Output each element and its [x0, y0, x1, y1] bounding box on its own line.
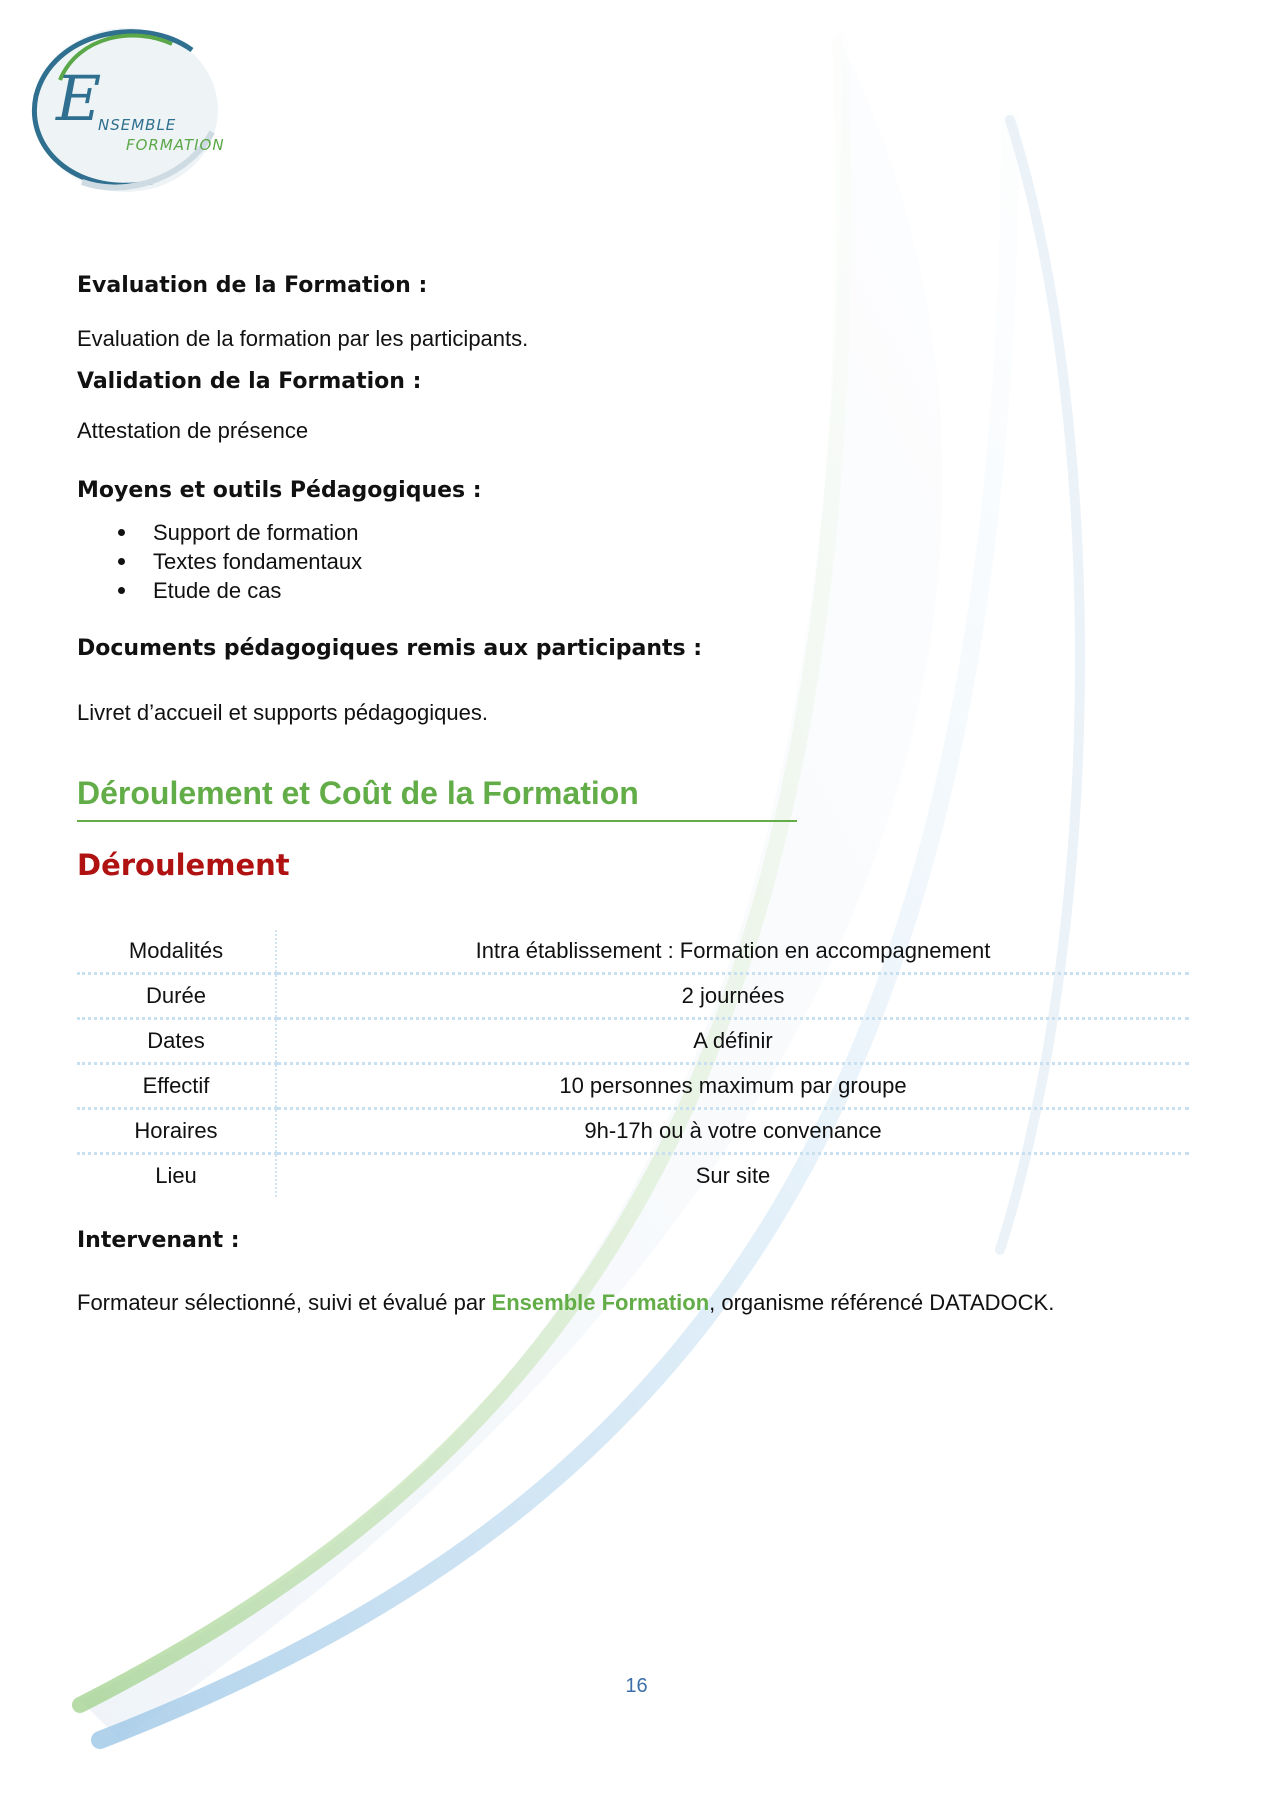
table-row — [77, 930, 1189, 974]
row-value: 2 journées — [276, 974, 1189, 1019]
brand-name: Ensemble Formation — [491, 1290, 710, 1315]
documents-text: Livret d’accueil et supports pédagogiques. — [77, 700, 488, 725]
row-label: Durée — [77, 974, 276, 1019]
section-divider — [77, 820, 797, 822]
row-label: Lieu — [77, 1154, 276, 1198]
intervenant-text: Formateur sélectionné, suivi et évalué par Ensemble Formation, organisme référencé DATADOCK. — [77, 1290, 1055, 1315]
row-label: Modalités — [77, 930, 276, 974]
table-row — [77, 1019, 1189, 1064]
row-label: Effectif — [77, 1064, 276, 1109]
row-label: Dates — [77, 1019, 276, 1064]
row-value: A définir — [276, 1019, 1189, 1064]
bullet-icon — [118, 587, 125, 594]
ensemble-formation-logo — [22, 22, 228, 194]
moyens-list — [77, 518, 362, 605]
table-row — [77, 1154, 1189, 1198]
row-value: 9h-17h ou à votre convenance — [276, 1109, 1189, 1154]
svg-text:E: E — [56, 62, 102, 135]
svg-text:NSEMBLE: NSEMBLE — [98, 116, 177, 134]
page-number: 16 — [625, 1675, 648, 1697]
table-row — [77, 974, 1189, 1019]
bullet-icon — [118, 529, 125, 536]
evaluation-text: Evaluation de la formation par les participants. — [77, 326, 529, 351]
validation-heading: Validation de la Formation : — [77, 369, 422, 394]
svg-text:FORMATION: FORMATION — [126, 136, 225, 154]
evaluation-heading: Evaluation de la Formation : — [77, 273, 428, 298]
details-table — [77, 930, 1189, 1197]
bullet-icon — [118, 558, 125, 565]
subsection-title: Déroulement — [77, 848, 290, 882]
row-label: Horaires — [77, 1109, 276, 1154]
list-item: Support de formation — [77, 518, 362, 547]
list-item: Textes fondamentaux — [77, 547, 362, 576]
row-value: Sur site — [276, 1154, 1189, 1198]
documents-heading: Documents pédagogiques remis aux participants : — [77, 636, 703, 661]
table-row — [77, 1064, 1189, 1109]
validation-text: Attestation de présence — [77, 418, 309, 443]
table-row — [77, 1109, 1189, 1154]
row-value: 10 personnes maximum par groupe — [276, 1064, 1189, 1109]
row-value: Intra établissement : Formation en accompagnement — [475, 938, 991, 963]
intervenant-heading: Intervenant : — [77, 1228, 240, 1253]
section-title: Déroulement et Coût de la Formation — [77, 775, 639, 811]
moyens-heading: Moyens et outils Pédagogiques : — [77, 478, 482, 503]
list-item: Etude de cas — [77, 576, 362, 605]
